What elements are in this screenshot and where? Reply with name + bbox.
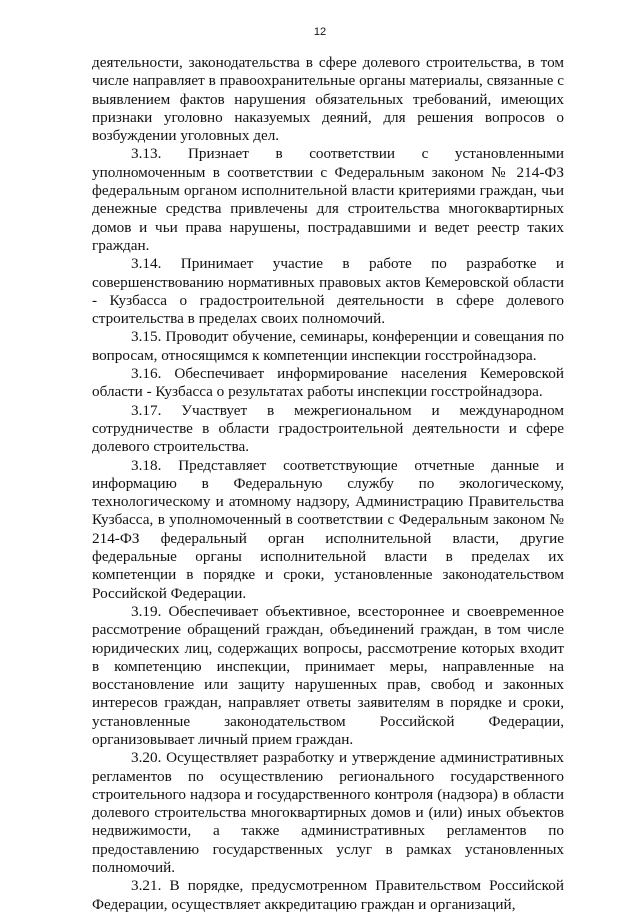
paragraph-3-14: 3.14. Принимает участие в работе по разработке и совершенствованию нормативных правовых актов Кемеровской области - Кузбасса о градостроительной деятельности в сфере долевого строительства в пределах своих полномочий. — [92, 255, 564, 328]
paragraph-continuation: деятельности, законодательства в сфере долевого строительства, в том числе направляет в правоохранительные органы материалы, связанные с выявлением фактов нарушения обязательных требований, имеющих признаки уголовно наказуемых деяний, для решения вопросов о возбуждении уголовных дел. — [92, 54, 564, 145]
paragraph-3-15: 3.15. Проводит обучение, семинары, конференции и совещания по вопросам, относящимся к компетенции инспекции госстройнадзора. — [92, 328, 564, 364]
paragraph-3-17: 3.17. Участвует в межрегиональном и международном сотрудничестве в области градостроительной деятельности и сфере долевого строительства. — [92, 401, 564, 456]
paragraph-3-13: 3.13. Признает в соответствии с установленными уполномоченным в соответствии с Федеральным законом № 214-ФЗ федеральным органом исполнительной власти критериями граждан, чьи денежные средства привлечены для строительства многоквартирных домов и чьи права нарушены, пострадавшими и ведет реестр таких граждан. — [92, 145, 564, 254]
paragraph-3-21: 3.21. В порядке, предусмотренном Правительством Российской Федерации, осуществляет аккредитацию граждан и организаций, — [92, 877, 564, 913]
paragraph-3-18: 3.18. Представляет соответствующие отчетные данные и информацию в Федеральную службу по экологическому, технологическому и атомному надзору, Администрацию Правительства Кузбасса, в уполномоченный в соответствии с Федеральным законом № 214-ФЗ федеральный орган исполнительной власти, другие федеральные органы исполнительной власти в пределах их компетенции в порядке и сроки, установленные законодательством Российской Федерации. — [92, 456, 564, 602]
paragraph-3-19: 3.19. Обеспечивает объективное, всестороннее и своевременное рассмотрение обращений граждан, объединений граждан, в том числе юридических лиц, содержащих вопросы, рассмотрение которых входит в компетенцию инспекции, принимает меры, направленные на восстановление или защиту нарушенных прав, свобод и законных интересов граждан, направляет ответы заявителям в порядке и сроки, установленные законодательством Российской Федерации, организовывает личный прием граждан. — [92, 602, 564, 748]
document-body — [92, 54, 564, 914]
paragraph-3-20: 3.20. Осуществляет разработку и утверждение административных регламентов по осуществлению регионального государственного строительного надзора и государственного контроля (надзора) в области долевого строительства многоквартирных домов и (или) иных объектов недвижимости, а также административных регламентов по предоставлению государственных услуг в рамках установленных полномочий. — [92, 749, 564, 877]
page-number: 12 — [313, 26, 327, 38]
paragraph-3-16: 3.16. Обеспечивает информирование населения Кемеровской области - Кузбасса о результатах работы инспекции госстройнадзора. — [92, 365, 564, 401]
